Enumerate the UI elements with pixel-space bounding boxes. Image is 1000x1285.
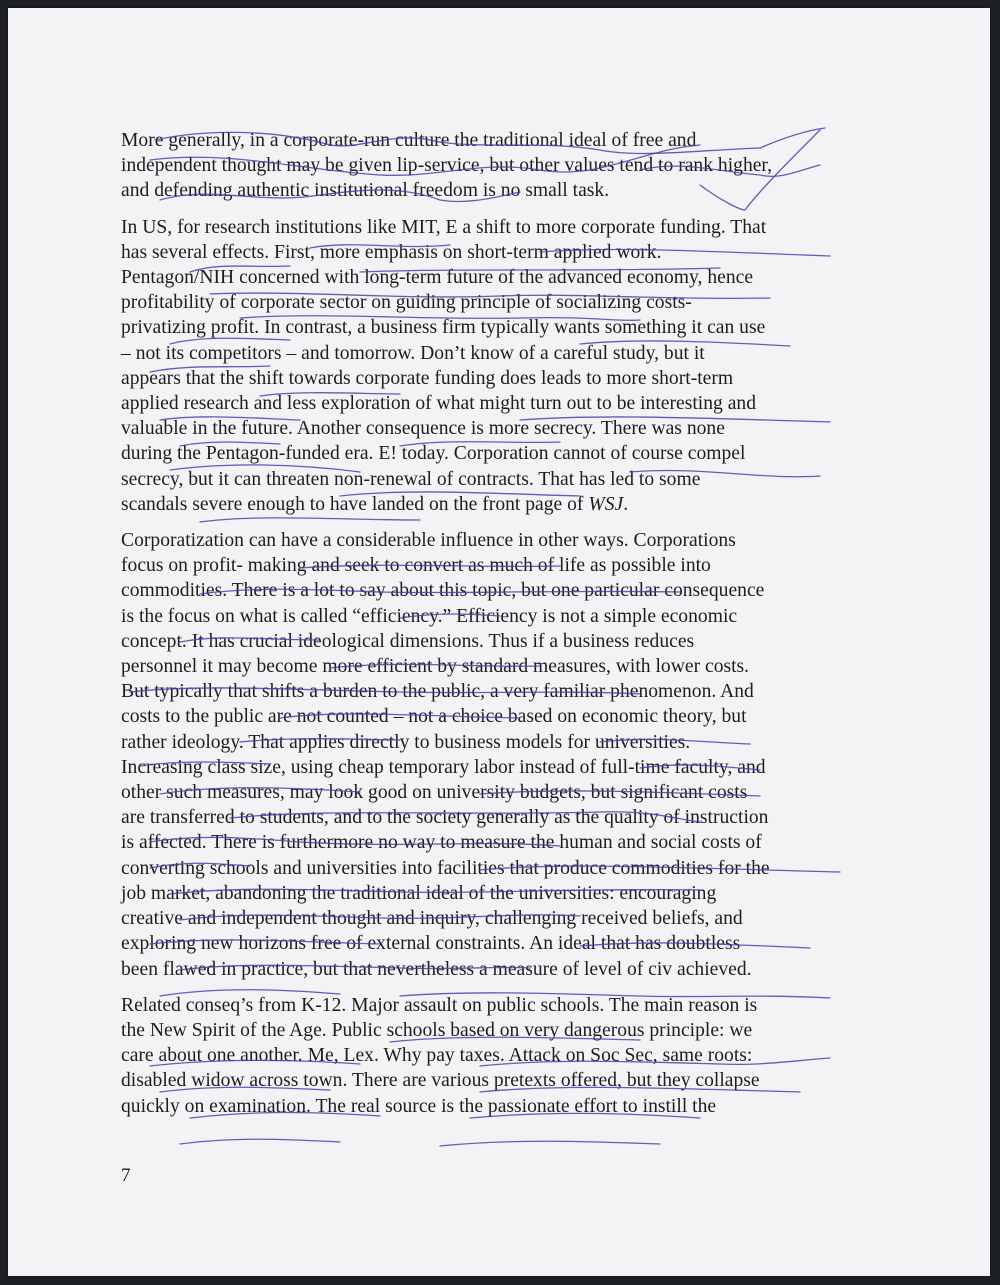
sentence-period: . [623, 493, 629, 515]
text-line: Increasing class size, using cheap temporary labor instead of full-time faculty, and [121, 756, 766, 778]
text-line: focus on profit- making and seek to convert as much of life as possible into [121, 555, 711, 577]
text-line: In US, for research institutions like MIT, E a shift to more corporate funding. That [121, 216, 767, 238]
text-line: More generally, in a corporate-run culture the traditional ideal of free and [121, 130, 697, 151]
text-line: rather ideology. That applies directly to business models for universities. [121, 731, 691, 753]
text-line: independent thought may be given lip-service, but other values tend to rank higher, [121, 155, 773, 177]
text-line: are transferred to students, and to the society generally as the quality of instruction [121, 807, 769, 829]
text-line: Corporatization can have a considerable influence in other ways. Corporations [121, 530, 736, 552]
text-line [121, 492, 871, 517]
text-line: personnel it may become more efficient by standard measures, with lower costs. [121, 656, 750, 678]
paragraph-1 [121, 128, 871, 204]
text-line: disabled widow across town. There are various pretexts offered, but they collapse [121, 1070, 760, 1092]
text-line: – not its competitors – and tomorrow. Don’t know of a careful study, but it [121, 342, 705, 364]
text-line: valuable in the future. Another consequence is more secrecy. There was none [121, 418, 725, 440]
text-line: Pentagon/NIH concerned with long-term future of the advanced economy, hence [121, 267, 754, 289]
paragraph-2 [121, 215, 871, 517]
text-line: been flawed in practice, but that nevertheless a measure of level of civ achieved. [121, 958, 752, 980]
page-number: 7 [121, 1165, 131, 1186]
italic-citation: WSJ [588, 493, 624, 515]
text-line: profitability of corporate sector on guiding principle of socializing costs- [121, 292, 692, 314]
text-line-start: scandals severe enough to have landed on the front page of [121, 493, 584, 515]
text-line: creative and independent thought and inquiry, challenging received beliefs, and [121, 908, 743, 930]
text-line: care about one another. Me, Lex. Why pay taxes. Attack on Soc Sec, same roots: [121, 1045, 753, 1067]
text-line: commodities. There is a lot to say about this topic, but one particular consequence [121, 580, 765, 602]
text-line: is the focus on what is called “efficiency.” Efficiency is not a simple economic [121, 605, 738, 627]
text-line: But typically that shifts a burden to the public, a very familiar phenomenon. And [121, 681, 754, 703]
text-line: and defending authentic institutional freedom is no small task. [121, 180, 610, 202]
paragraph-4 [121, 993, 871, 1119]
text-line: exploring new horizons free of external constraints. An ideal that has doubtless [121, 933, 741, 955]
text-line: Related conseq’s from K-12. Major assault on public schools. The main reason is [121, 994, 758, 1016]
text-line: quickly on examination. The real source is the passionate effort to instill the [121, 1095, 717, 1117]
text-line: other such measures, may look good on university budgets, but significant costs [121, 782, 748, 804]
text-line: job market, abandoning the traditional ideal of the universities: encouraging [121, 882, 717, 904]
paragraph-3 [121, 528, 871, 982]
text-line: concept. It has crucial ideological dimensions. Thus if a business reduces [121, 630, 695, 652]
text-line: appears that the shift towards corporate funding does leads to more short-term [121, 367, 734, 389]
text-line: is affected. There is furthermore no way to measure the human and social costs of [121, 832, 762, 854]
text-line: privatizing profit. In contrast, a business firm typically wants something it can use [121, 317, 766, 339]
text-line: applied research and less exploration of what might turn out to be interesting and [121, 393, 756, 415]
text-line: has several effects. First, more emphasis on short-term applied work. [121, 241, 662, 263]
text-line: converting schools and universities into facilities that produce commodities for the [121, 857, 770, 879]
body-text [121, 128, 871, 1130]
text-line: costs to the public are not counted – not a choice based on economic theory, but [121, 706, 747, 728]
text-line: the New Spirit of the Age. Public schools based on very dangerous principle: we [121, 1019, 753, 1041]
text-line: secrecy, but it can threaten non-renewal of contracts. That has led to some [121, 468, 701, 490]
text-line: during the Pentagon-funded era. E! today. Corporation cannot of course compel [121, 443, 746, 465]
